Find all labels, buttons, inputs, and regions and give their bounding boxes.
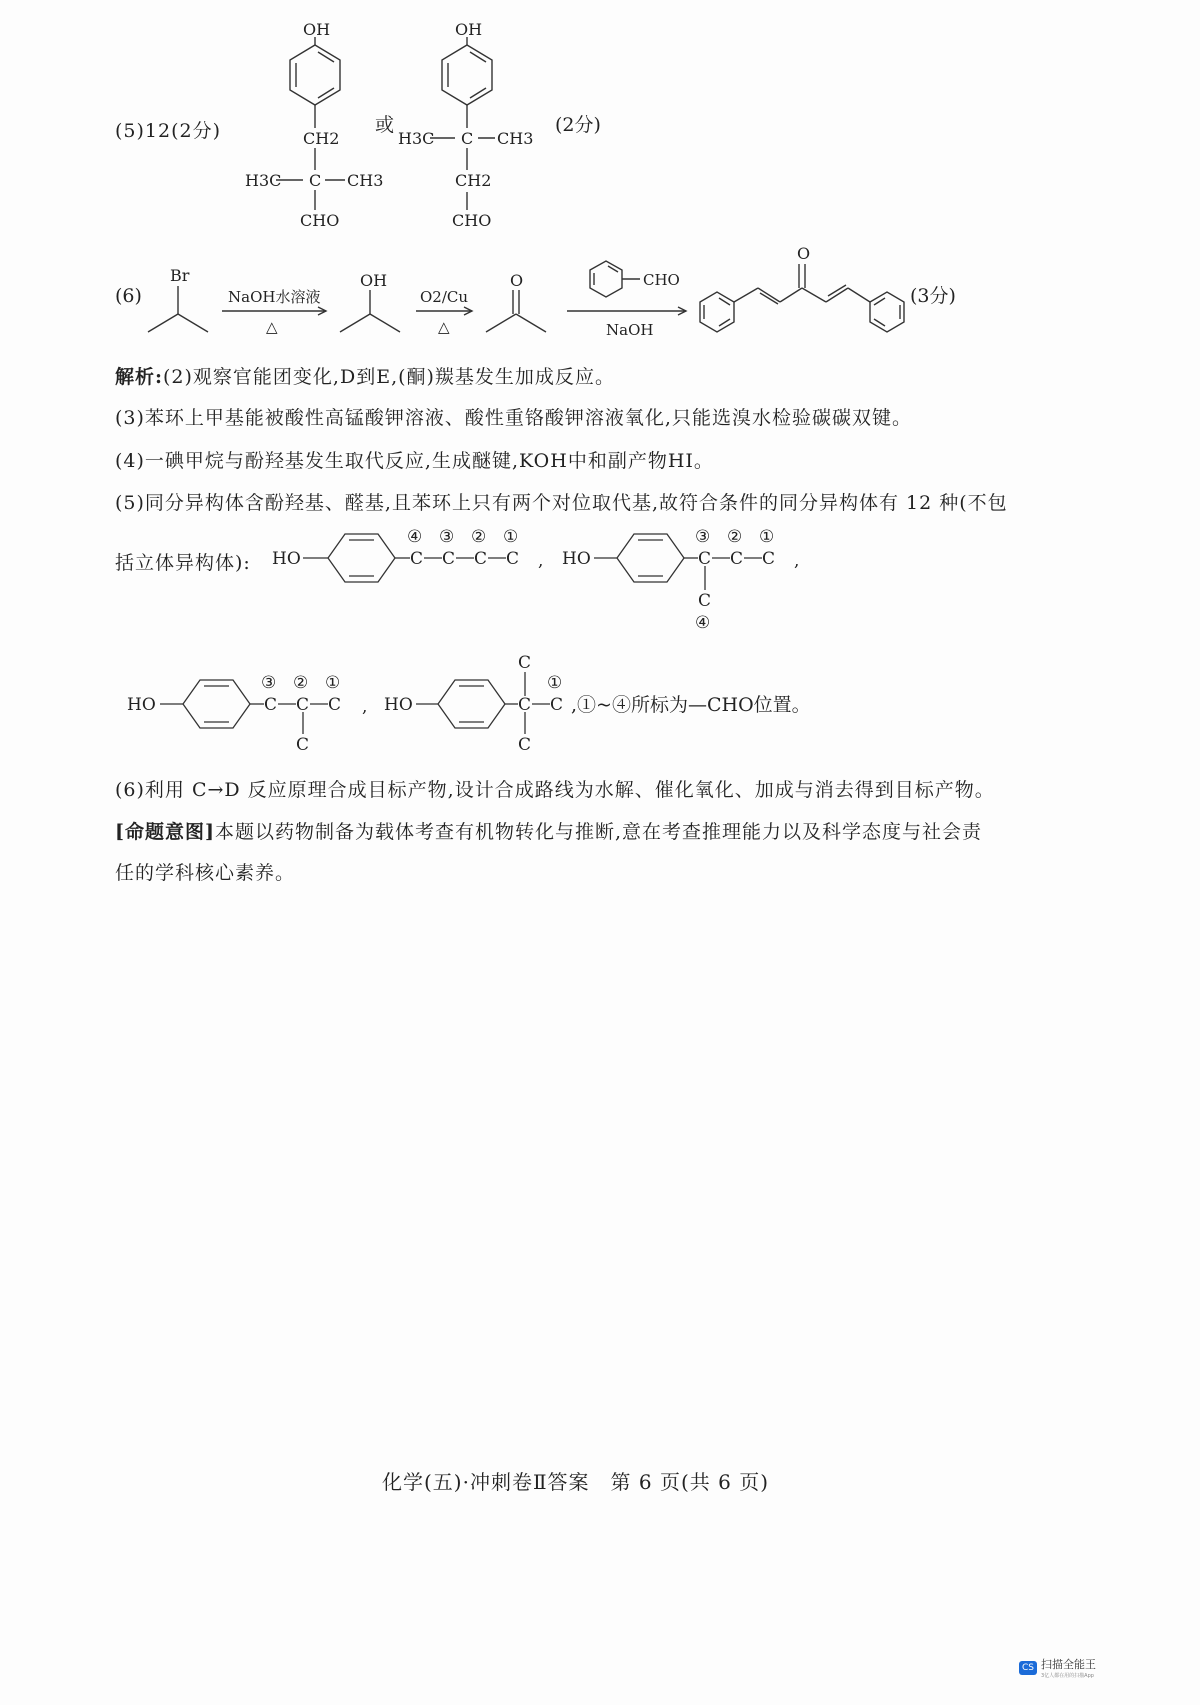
step3-base: NaOH <box>606 321 654 339</box>
scanner-tagline: 3亿人都在用的扫描App <box>1041 1673 1094 1679</box>
iso2-c2: C <box>730 549 744 569</box>
iso3-ho: HO <box>127 695 156 715</box>
analysis-p3: (3)苯环上甲基能被酸性高锰酸钾溶液、酸性重铬酸钾溶液氧化,只能选溴水检验碳碳双键。 <box>115 407 912 429</box>
iso3-comma: , <box>362 697 368 717</box>
iso2-n3: ③ <box>695 527 711 547</box>
iso2-n2: ② <box>727 527 743 547</box>
iso1-c2: C <box>474 549 488 569</box>
step1-heat: △ <box>266 318 278 336</box>
analysis-p6: (6)利用 C→D 反应原理合成目标产物,设计合成路线为水解、催化氧化、加成与消去得到目标产物。 <box>115 779 995 801</box>
s1-ch3: CH3 <box>347 171 384 190</box>
answer6-label: (6) <box>115 285 142 307</box>
iso2-n1: ① <box>759 527 775 547</box>
intent-line1-text: 本题以药物制备为载体考查有机物转化与推断,意在考查推理能力以及科学态度与社会责 <box>214 821 983 843</box>
iso2-c1: C <box>762 549 776 569</box>
score-5: (2分) <box>555 114 601 136</box>
iso1-comma: , <box>538 551 544 571</box>
ketone-o: O <box>510 271 524 290</box>
s1-oh: OH <box>303 20 331 39</box>
s1-ch2: CH2 <box>303 129 340 148</box>
s1-c: C <box>309 171 322 190</box>
s2-c: C <box>461 129 474 148</box>
br-label: Br <box>170 266 190 285</box>
analysis-p5a: (5)同分异构体含酚羟基、醛基,且苯环上只有两个对位取代基,故符合条件的同分异构体有 12 种(不包 <box>115 492 1008 514</box>
iso4-c1: C <box>550 695 564 715</box>
step2-reagent: O2/Cu <box>420 288 469 306</box>
s2-cho: CHO <box>452 211 492 230</box>
iso1-c3: C <box>442 549 456 569</box>
iso3-c2: C <box>296 695 310 715</box>
s2-h3c: H3C <box>398 129 435 148</box>
answer5-label: (5)12(2分) <box>115 120 222 142</box>
scanner-logo-icon: CS <box>1019 1661 1037 1675</box>
iso3-n3: ③ <box>261 673 277 693</box>
intent-line2: 任的学科核心素养。 <box>115 862 296 884</box>
iso3-c3: C <box>264 695 278 715</box>
s2-oh: OH <box>455 20 483 39</box>
product-o: O <box>797 244 811 263</box>
analysis-p4: (4)一碘甲烷与酚羟基发生取代反应,生成醚键,KOH中和副产物HI。 <box>115 450 714 472</box>
iso2-c3: C <box>698 549 712 569</box>
iso3-n2: ② <box>293 673 309 693</box>
analysis-p5b: 括立体异构体): <box>115 552 251 574</box>
iso2-comma: , <box>794 551 800 571</box>
iso1-n2: ② <box>471 527 487 547</box>
s1-h3c: H3C <box>245 171 282 190</box>
iso1-n3: ③ <box>439 527 455 547</box>
score-6: (3分) <box>910 285 956 307</box>
analysis-p2-text: (2)观察官能团变化,D到E,(酮)羰基发生加成反应。 <box>163 366 615 388</box>
s2-ch3: CH3 <box>497 129 534 148</box>
iso2-n4: ④ <box>695 613 711 633</box>
scanner-watermark <box>1019 1656 1096 1679</box>
iso1-n4: ④ <box>407 527 423 547</box>
iso4-cbot: C <box>518 735 532 755</box>
page-footer: 化学(五)·冲刺卷Ⅱ答案 第 6 页(共 6 页) <box>382 1470 770 1494</box>
iso4-ctop: C <box>518 653 532 673</box>
iso4-cq: C <box>518 695 532 715</box>
iso1-ho: HO <box>272 549 301 569</box>
iso1-c4: C <box>410 549 424 569</box>
iso3-c1: C <box>328 695 342 715</box>
s1-cho: CHO <box>300 211 340 230</box>
iso2-ho: HO <box>562 549 591 569</box>
iso-tail-text: ,①~④所标为—CHO位置。 <box>571 694 811 716</box>
benzaldehyde-cho: CHO <box>643 271 680 289</box>
step2-heat: △ <box>438 318 450 336</box>
iso4-ho: HO <box>384 695 413 715</box>
iso3-n1: ① <box>325 673 341 693</box>
or-label: 或 <box>375 114 395 136</box>
analysis-label: 解析: <box>115 366 164 388</box>
step1-reagent: NaOH水溶液 <box>228 288 321 306</box>
iso4-n1: ① <box>547 673 563 693</box>
iso1-n1: ① <box>503 527 519 547</box>
intent-label: [命题意图] <box>115 821 215 843</box>
intent-line1 <box>115 817 982 844</box>
scanner-name: 扫描全能王 <box>1041 1658 1096 1671</box>
iso2-c4: C <box>698 591 712 611</box>
oh-label: OH <box>360 271 388 290</box>
iso3-cme: C <box>296 735 310 755</box>
iso1-c1: C <box>506 549 520 569</box>
isomer-structures <box>0 0 1200 780</box>
s2-ch2: CH2 <box>455 171 492 190</box>
